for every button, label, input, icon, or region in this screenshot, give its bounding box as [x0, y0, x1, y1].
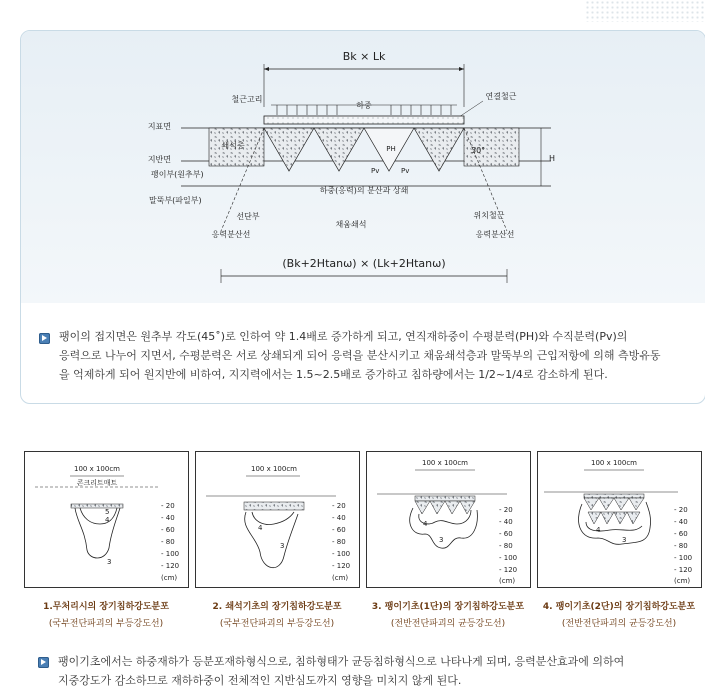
- depth-tick: - 80: [161, 538, 175, 546]
- contour-3-label: 3: [280, 542, 285, 550]
- depth-tick: - 80: [499, 542, 513, 550]
- description-2-line: 팽이기초에서는 하중재하가 등분포재하형식으로, 침하형태가 균등침하형식으로 나타나게 되며, 응력분산효과에 의하여: [58, 655, 625, 668]
- panel-3-caption: 3. 팽이기초(1단)의 장기침하강도분포: [371, 602, 525, 612]
- depth-tick: - 60: [674, 530, 688, 538]
- ground-surface-label: 지표면: [147, 122, 171, 131]
- crushed-stone-label: 쇄석층: [221, 141, 245, 150]
- contour-4-label: 4: [423, 520, 428, 528]
- load-label: 하중: [356, 101, 372, 110]
- depth-tick: - 120: [332, 562, 351, 570]
- depth-unit: (cm): [332, 574, 349, 582]
- depth-tick: - 20: [161, 502, 175, 510]
- depth-tick: - 40: [332, 514, 346, 522]
- bullet-icon: [38, 657, 49, 668]
- cone-part-label: 팽이부(원추부): [151, 170, 204, 179]
- contour-4-label: 4: [105, 516, 110, 524]
- panel-3-subcaption: (전반전단파괴의 균등강도선): [390, 619, 506, 629]
- depth-scale: [499, 506, 517, 585]
- stress-line-right-label: 응력분산선: [475, 230, 515, 239]
- depth-unit: (cm): [674, 577, 691, 585]
- contour-5-label: 5: [105, 508, 110, 516]
- depth-tick: - 80: [332, 538, 346, 546]
- depth-tick: - 100: [674, 554, 693, 562]
- stress-line-left-label: 응력분산선: [211, 230, 251, 239]
- description-1-line: 팽이의 접지면은 원추부 각도(45˚)로 인하여 약 1.4배로 증가하게 되고, 연직재하중이 수평분력(PH)와 수직분력(Pv)의: [59, 330, 628, 343]
- panel-top-base-2-tier: [537, 451, 702, 588]
- pv-left-label: Pv: [371, 167, 380, 175]
- depth-tick: - 120: [499, 566, 518, 574]
- depth-tick: - 100: [161, 550, 180, 558]
- panel-crushed-stone: [195, 451, 360, 588]
- panel-size-label: 100 x 100cm: [74, 465, 120, 473]
- depth-scale: [674, 506, 692, 585]
- panel-top-base-1-tier: [366, 451, 531, 588]
- depth-tick: - 40: [674, 518, 688, 526]
- depth-tick: - 100: [332, 550, 351, 558]
- panel-size-label: 100 x 100cm: [251, 465, 297, 473]
- contour-3-label: 3: [107, 558, 112, 566]
- angle-label: 30°: [471, 146, 486, 155]
- depth-tick: - 100: [499, 554, 518, 562]
- depth-tick: - 40: [161, 514, 175, 522]
- pile-part-label: 말뚝부(파일부): [149, 196, 202, 205]
- shear-part-label: 선단부: [236, 212, 260, 221]
- description-2: [58, 652, 698, 690]
- depth-scale: [332, 502, 350, 582]
- position-rebar-label: 위치철근: [473, 211, 505, 220]
- h-label: H: [549, 154, 556, 163]
- description-1-line: 을 억제하게 되어 원지반에 비하여, 지지력에서는 1.5~2.5배로 증가하고 침하량에서는 1/2~1/4로 감소하게 된다.: [59, 368, 608, 381]
- depth-tick: - 20: [674, 506, 688, 514]
- panel-4-caption: 4. 팽이기초(2단)의 장기침하강도분포: [542, 602, 696, 612]
- panel-1-caption: 1.무처리시의 장기침하강도분포: [43, 602, 169, 612]
- footprint-formula: (Bk+2Htanω) × (Lk+2Htanω): [282, 257, 446, 270]
- description-1: [59, 327, 699, 384]
- description-1-line: 응력으로 나누어 지면서, 수평분력은 서로 상쇄되게 되어 응력을 분산시키고 채움쇄석층과 말뚝부의 근입저항에 의해 측방유동: [59, 349, 661, 362]
- depth-tick: - 40: [499, 518, 513, 526]
- depth-tick: - 60: [161, 526, 175, 534]
- bullet-icon: [39, 333, 50, 344]
- description-2-line: 지중강도가 감소하므로 재하하중이 전체적인 지반심도까지 영향을 미치지 않게 된다.: [58, 674, 462, 687]
- panel-size-label: 100 x 100cm: [591, 459, 637, 467]
- concrete-mat-label: 콘크리트매트: [76, 479, 118, 487]
- depth-unit: (cm): [161, 574, 178, 582]
- panel-4-subcaption: (전반전단파괴의 균등강도선): [561, 619, 677, 629]
- depth-tick: - 20: [332, 502, 346, 510]
- rebar-loop-label: 철근고리: [231, 95, 263, 104]
- subgrade-surface-label: 지반면: [147, 155, 171, 164]
- contour-3-label: 3: [622, 536, 627, 544]
- depth-scale: [161, 502, 179, 582]
- stress-distribution-label: 하중(응력)의 분산과 상쇄: [319, 186, 409, 195]
- contour-4-label: 4: [258, 524, 263, 532]
- fill-stone-label: 채움쇄석: [335, 220, 367, 229]
- depth-tick: - 80: [674, 542, 688, 550]
- depth-tick: - 120: [161, 562, 180, 570]
- bk-lk-label: Bk × Lk: [342, 50, 386, 63]
- contour-3-label: 3: [439, 536, 444, 544]
- contour-4-label: 4: [596, 526, 601, 534]
- ph-label: PH: [386, 145, 396, 153]
- depth-tick: - 60: [332, 526, 346, 534]
- foundation-cross-section-diagram: [21, 31, 705, 303]
- depth-unit: (cm): [499, 577, 516, 585]
- pv-right-label: Pv: [401, 167, 410, 175]
- decorative-dot-pattern: [585, 0, 705, 22]
- panel-untreated: [24, 451, 189, 588]
- depth-tick: - 20: [499, 506, 513, 514]
- panel-2-caption: 2. 쇄석기초의 장기침하강도분포: [212, 602, 342, 612]
- panel-size-label: 100 x 100cm: [422, 459, 468, 467]
- depth-tick: - 120: [674, 566, 693, 574]
- connecting-rebar-label: 연결철근: [485, 92, 517, 101]
- panel-1-subcaption: (국부전단파괴의 부등강도선): [48, 619, 164, 629]
- principle-card: [20, 30, 705, 404]
- depth-tick: - 60: [499, 530, 513, 538]
- panel-2-subcaption: (국부전단파괴의 부등강도선): [219, 619, 335, 629]
